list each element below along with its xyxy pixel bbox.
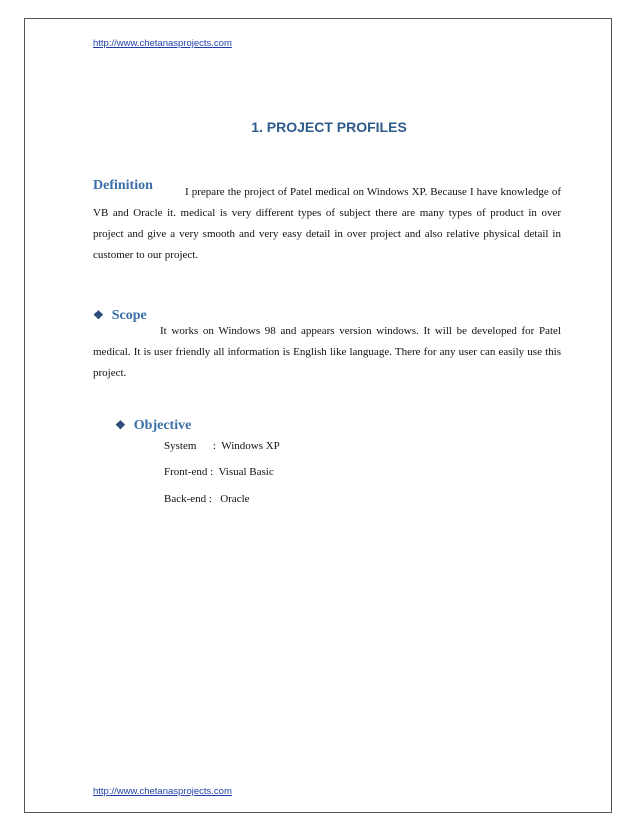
spec-row-back-end: Back-end : Oracle — [164, 493, 250, 505]
scope-heading-label: Scope — [111, 308, 147, 323]
diamond-bullet-icon: ❖ — [93, 308, 104, 322]
page-border — [24, 18, 612, 813]
objective-heading-label: Objective — [133, 418, 192, 433]
definition-paragraph: I prepare the project of Patel medical on Windows XP. Because I have knowledge of VB and Oracle it. medical is very different types of subject there are many types of product in over project and give a very smooth and very easy detail in over project and also relative physical detail in customer to our project. — [93, 186, 561, 261]
objective-heading — [115, 418, 191, 434]
scope-paragraph: It works on Windows 98 and appears version windows. It will be developed for Patel medical. It is user friendly all information is English like language. There for any user can easily use this project. — [93, 325, 561, 379]
footer-link[interactable]: http://www.chetanasprojects.com — [93, 786, 232, 797]
definition-heading: Definition — [93, 178, 153, 193]
header-link[interactable]: http://www.chetanasprojects.com — [93, 38, 232, 49]
spec-row-system: System : Windows XP — [164, 440, 280, 452]
page-title: 1. PROJECT PROFILES — [251, 119, 407, 135]
spec-row-front-end: Front-end : Visual Basic — [164, 466, 274, 478]
diamond-bullet-icon: ❖ — [115, 418, 126, 432]
